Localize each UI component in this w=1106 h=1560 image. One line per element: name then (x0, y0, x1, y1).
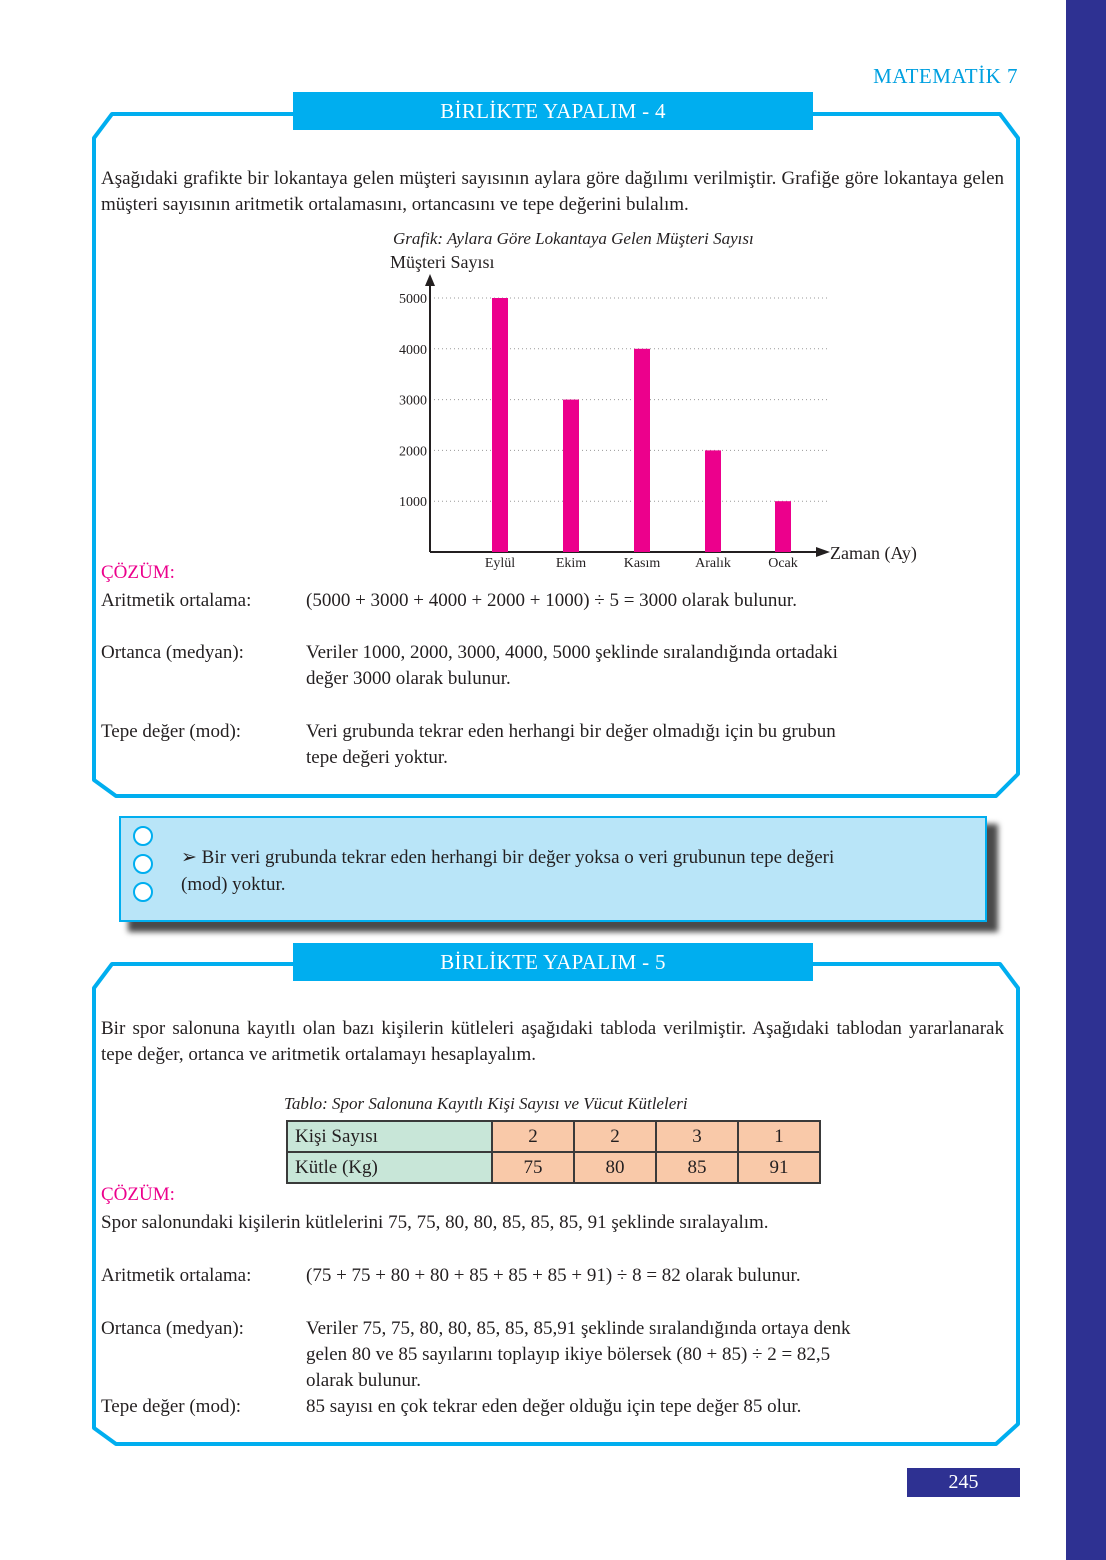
s5-median-line2: gelen 80 ve 85 sayılarını toplayıp ikiye bölersek (80 + 85) ÷ 2 = 82,5 (306, 1344, 831, 1365)
x-axis-label: Zaman (Ay) (830, 543, 917, 563)
s5-median-label: Ortanca (medyan): (101, 1318, 244, 1339)
s4-median-line2: değer 3000 olarak bulunur. (306, 668, 511, 689)
x-tick-label: Kasım (623, 556, 661, 571)
y-tick-label: 5000 (399, 292, 427, 307)
table-cell: 2 (492, 1121, 574, 1152)
y-tick-label: 2000 (399, 444, 427, 460)
bar-aralık (705, 450, 721, 552)
x-axis-arrow (816, 547, 830, 557)
table-row (287, 1152, 820, 1183)
x-tick-label: Ocak (768, 556, 798, 571)
note-ring-icon (133, 854, 153, 874)
x-tick-label: Eylül (484, 556, 516, 571)
s5-sort-sentence: Spor salonundaki kişilerin kütlelerini 75, 75, 80, 80, 85, 85, 85, 91 şeklinde sıralayalım. (101, 1212, 769, 1233)
section-5-solution-heading: ÇÖZÜM: (101, 1184, 175, 1205)
s5-median-line3: olarak bulunur. (306, 1370, 422, 1391)
section-4-solution-heading: ÇÖZÜM: (101, 562, 175, 583)
page-side-band (1066, 0, 1106, 1560)
section-5-intro: Bir spor salonuna kayıtlı olan bazı kişilerin kütleleri aşağıdaki tabloda verilmiştir. Aşağıdaki tablodan yararlanarak tepe değer, ortanca ve aritmetik ortalamayı hesaplayalım. (101, 1018, 1004, 1065)
note-text (181, 844, 941, 898)
page-number: 245 (907, 1468, 1020, 1497)
section-4-title: BİRLİKTE YAPALIM - 4 (293, 92, 813, 130)
bar-chart (380, 248, 940, 578)
table-cell: 80 (574, 1152, 656, 1183)
s4-mode-line2: tepe değeri yoktur. (306, 747, 448, 768)
s4-mode-label: Tepe değer (mod): (101, 721, 242, 742)
s4-mode-line1: Veri grubunda tekrar eden herhangi bir değer olmadığı için bu grubun (306, 721, 836, 742)
y-axis-label: Müşteri Sayısı (390, 252, 495, 272)
y-tick-label: 1000 (399, 495, 427, 511)
mass-table (286, 1120, 821, 1184)
y-tick-label: 3000 (399, 393, 427, 409)
section-4-intro: Aşağıdaki grafikte bir lokantaya gelen müşteri sayısının aylara göre dağılımı verilmiştir. Grafiğe göre lokantaya gelen müşteri sayısının aritmetik ortalamasını, ortancasını ve tepe değerini bulalım. (101, 168, 1004, 215)
bar-ocak (775, 501, 791, 552)
table-cell: 2 (574, 1121, 656, 1152)
s4-mean-text: (5000 + 3000 + 4000 + 2000 + 1000) ÷ 5 = 3000 olarak bulunur. (306, 590, 797, 611)
note-line1: ➢ Bir veri grubunda tekrar eden herhangi bir değer yoksa o veri grubunun tepe değeri (181, 847, 835, 868)
s4-mean-label: Aritmetik ortalama: (101, 590, 252, 611)
note-ring-icon (133, 882, 153, 902)
table-row-header: Kütle (Kg) (287, 1152, 492, 1183)
note-ring-icon (133, 826, 153, 846)
x-tick-label: Aralık (695, 556, 731, 571)
table-cell: 85 (656, 1152, 738, 1183)
note-line2: (mod) yoktur. (181, 874, 286, 895)
s4-median-label: Ortanca (medyan): (101, 642, 244, 663)
s5-mode-text: 85 sayısı en çok tekrar eden değer olduğu için tepe değer 85 olur. (306, 1396, 802, 1417)
s4-median-line1: Veriler 1000, 2000, 3000, 4000, 5000 şeklinde sıralandığında ortadaki (306, 642, 838, 663)
bar-ekim (563, 400, 579, 552)
y-tick-label: 4000 (399, 342, 427, 358)
bar-eylül (492, 298, 508, 552)
subject-header: MATEMATİK 7 (873, 64, 1018, 88)
table-cell: 91 (738, 1152, 820, 1183)
table-cell: 75 (492, 1152, 574, 1183)
s5-mode-label: Tepe değer (mod): (101, 1396, 242, 1417)
table-cell: 3 (656, 1121, 738, 1152)
chart-title: Grafik: Aylara Göre Lokantaya Gelen Müşteri Sayısı (393, 229, 754, 248)
s5-mean-label: Aritmetik ortalama: (101, 1265, 252, 1286)
table-row-header: Kişi Sayısı (287, 1121, 492, 1152)
table-row (287, 1121, 820, 1152)
table-caption: Tablo: Spor Salonuna Kayıtlı Kişi Sayısı ve Vücut Kütleleri (284, 1094, 688, 1113)
bar-kasım (634, 349, 650, 552)
x-tick-label: Ekim (555, 556, 587, 571)
section-5-title: BİRLİKTE YAPALIM - 5 (293, 943, 813, 981)
s5-mean-text: (75 + 75 + 80 + 80 + 85 + 85 + 85 + 91) ÷ 8 = 82 olarak bulunur. (306, 1265, 801, 1286)
y-axis-arrow (425, 274, 435, 286)
s5-median-line1: Veriler 75, 75, 80, 80, 85, 85, 85,91 şeklinde sıralandığında ortaya denk (306, 1318, 851, 1339)
table-cell: 1 (738, 1121, 820, 1152)
